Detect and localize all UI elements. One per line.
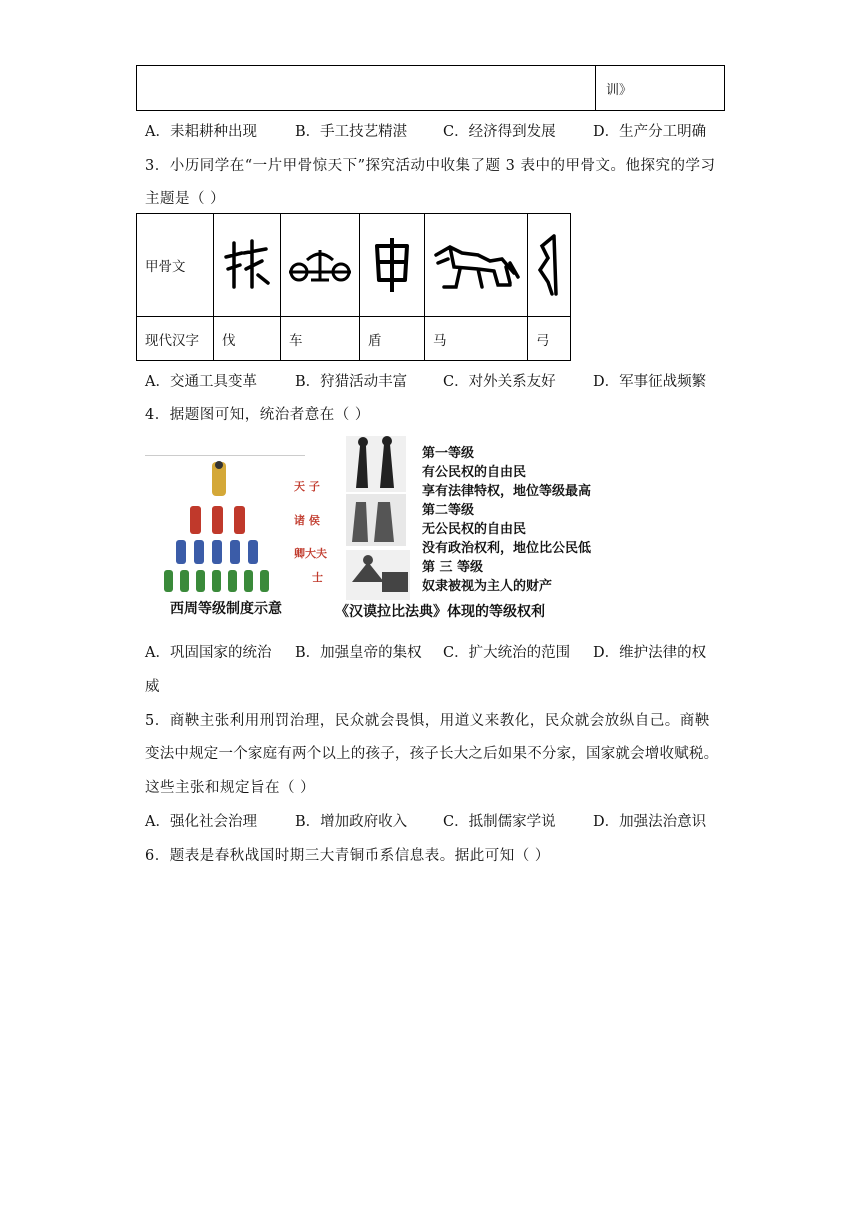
q5-stem-line3: 这些主张和规定旨在（ ） <box>145 780 316 796</box>
western-zhou-caption: 西周等级制度示意 <box>170 601 282 617</box>
modern-row-header: 现代汉字 <box>137 317 214 361</box>
babylon-line-8: 奴隶被视为主人的财产 <box>422 579 553 594</box>
q4-option-d: D．维护法律的权 <box>593 645 707 661</box>
babylon-line-3: 享有法律特权，地位等级最高 <box>422 484 592 499</box>
q3-stem-line1: 3．小历同学在“一片甲骨惊天下”探究活动中收集了题 3 表中的甲骨文。他探究的学习 <box>145 158 716 174</box>
babylon-line-4: 第二等级 <box>422 503 475 518</box>
hammurabi-caption: 《汉谟拉比法典》体现的等级权利 <box>335 604 545 620</box>
q4-option-a: A．巩固国家的统治 <box>145 645 272 661</box>
q5-option-d: D．加强法治意识 <box>593 814 707 830</box>
q4-option-d-continued: 威 <box>145 679 160 695</box>
q3-option-c: C．对外关系友好 <box>443 374 556 390</box>
q4-option-b: B．加强皇帝的集权 <box>295 645 422 661</box>
oracle-fa-icon <box>222 235 272 295</box>
modern-char-5: 弓 <box>528 317 571 361</box>
q2-option-c: C．经济得到发展 <box>443 124 556 140</box>
q5-option-a: A．强化社会治理 <box>145 814 257 830</box>
q5-stem-line2: 变法中规定一个家庭有两个以上的孩子，孩子长大之后如果不分家，国家就会增收赋税。 <box>145 746 719 762</box>
babylon-line-5: 无公民权的自由民 <box>422 522 527 537</box>
figure-divider <box>145 455 305 456</box>
oracle-bone-table <box>136 213 571 361</box>
oracle-dun-icon <box>369 234 415 296</box>
babylon-classes-illustration <box>338 432 418 602</box>
oracle-gong-icon <box>534 232 564 298</box>
q2-option-a: A．耒耜耕种出现 <box>145 124 257 140</box>
oracle-ma-icon <box>430 233 522 297</box>
babylon-line-6: 没有政治权利，地位比公民低 <box>422 541 592 556</box>
oracle-che-icon <box>285 240 355 290</box>
modern-char-3: 盾 <box>360 317 425 361</box>
rank-label-shi: 士 <box>312 571 323 584</box>
q5-stem-line1: 5．商鞅主张利用刑罚治理，民众就会畏惧，用道义来教化，民众就会放纵自己。商鞅 <box>145 713 710 729</box>
rank-label-tianzi: 天 子 <box>294 480 320 493</box>
top-table-left-cell <box>137 66 596 111</box>
q2-option-d: D．生产分工明确 <box>593 124 707 140</box>
q3-option-a: A．交通工具变革 <box>145 374 257 390</box>
rank-label-zhuhou: 诸 侯 <box>294 514 320 527</box>
q3-option-b: B．狩猎活动丰富 <box>295 374 408 390</box>
q5-option-b: B．增加政府收入 <box>295 814 408 830</box>
oracle-row-header: 甲骨文 <box>137 214 214 317</box>
q4-option-c: C．扩大统治的范围 <box>443 645 571 661</box>
modern-char-1: 伐 <box>214 317 281 361</box>
q2-option-b: B．手工技艺精湛 <box>295 124 408 140</box>
babylon-line-2: 有公民权的自由民 <box>422 465 527 480</box>
q5-option-c: C．抵制儒家学说 <box>443 814 556 830</box>
modern-char-4: 马 <box>425 317 528 361</box>
oracle-glyph-che <box>281 214 360 317</box>
oracle-glyph-fa <box>214 214 281 317</box>
oracle-glyph-ma <box>425 214 528 317</box>
babylon-line-7: 第 三 等级 <box>422 560 484 575</box>
q6-stem: 6．题表是春秋战国时期三大青铜币系信息表。据此可知（ ） <box>145 848 550 864</box>
oracle-glyph-dun <box>360 214 425 317</box>
babylon-line-1: 第一等级 <box>422 446 475 461</box>
q4-stem: 4．据题图可知，统治者意在（ ） <box>145 407 370 423</box>
oracle-glyph-gong <box>528 214 571 317</box>
top-table <box>136 65 725 111</box>
modern-char-2: 车 <box>281 317 360 361</box>
q3-option-d: D．军事征战频繁 <box>593 374 707 390</box>
q3-stem-line2: 主题是（ ） <box>145 191 226 207</box>
western-zhou-pyramid-illustration <box>160 460 280 595</box>
rank-label-qingdafu: 卿大夫 <box>294 547 327 560</box>
top-table-right-cell: 训》 <box>596 66 725 111</box>
